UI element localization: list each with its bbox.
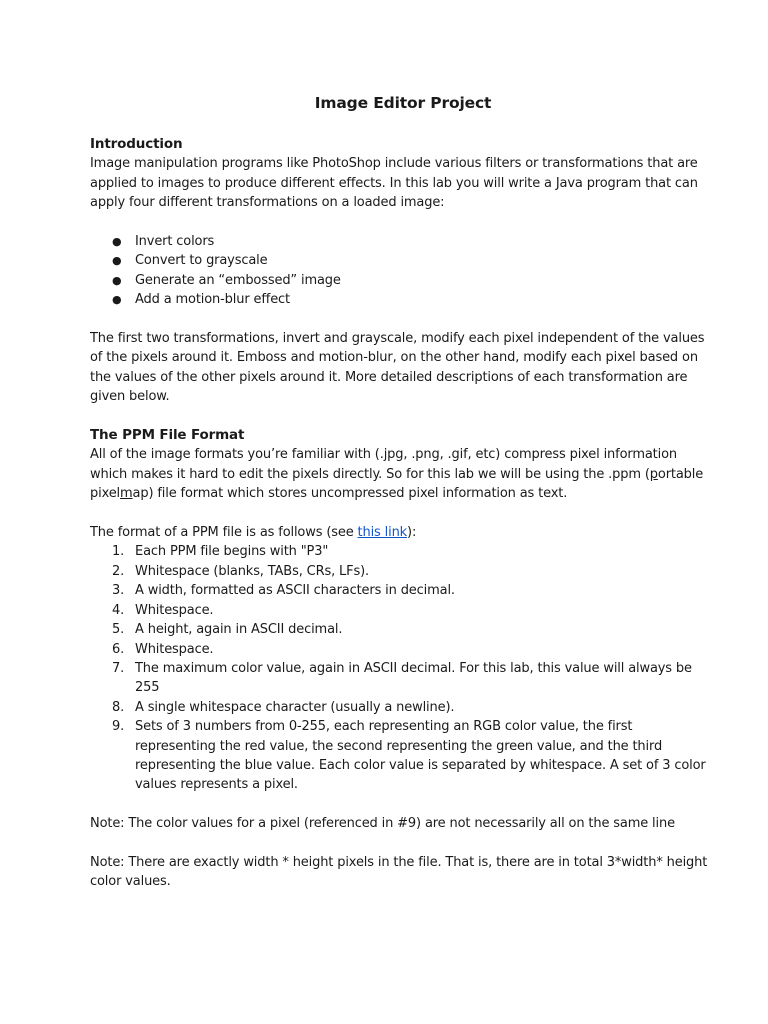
spacer — [90, 834, 710, 853]
format-steps-list — [90, 542, 710, 794]
list-item: 3. A width, formatted as ASCII characters in decimal. — [112, 583, 455, 599]
bullet-icon: ● — [112, 235, 122, 249]
ppm-paragraph: All of the image formats you’re familiar with (.jpg, .png, .gif, etc) compress pixel information which makes it hard to edit the pixels directly. So for this lab we will be using the .ppm (portable pixelmap) file format which stores uncompressed pixel information as text. — [90, 447, 704, 502]
format-intro: The format of a PPM file is as follows (see this link): — [90, 525, 417, 541]
list-item: 9. Sets of 3 numbers from 0-255, each representing an RGB color value, the first representing the red value, the second representing the green value, and the third representing the blue value. Each color value is separated by whitespace. A set of 3 color values represents a pixel. — [112, 719, 706, 793]
list-item: ● Generate an “embossed” image — [90, 271, 710, 290]
list-item: 8. A single whitespace character (usually a newline). — [112, 699, 455, 715]
document-page — [90, 92, 710, 892]
spacer — [90, 504, 710, 523]
introduction-paragraph: Image manipulation programs like PhotoShop include various filters or transformations that are applied to images to produce different effects. In this lab you will write a Java program that can apply four different transformations on a loaded image: — [90, 156, 698, 211]
list-item: 7. The maximum color value, again in ASCII decimal. For this lab, this value will always be 255 — [112, 660, 692, 696]
list-item: 6. Whitespace. — [112, 641, 214, 657]
transformations-paragraph: The first two transformations, invert and grayscale, modify each pixel independent of the values of the pixels around it. Emboss and motion-blur, on the other hand, modify each pixel based on the values of the other pixels around it. More detailed descriptions of each transformation are given below. — [90, 331, 705, 405]
list-item: ● Invert colors — [90, 232, 710, 251]
introduction-heading: Introduction — [90, 136, 183, 152]
spacer — [90, 407, 710, 426]
spacer — [90, 213, 710, 232]
bullet-icon: ● — [112, 254, 122, 268]
page-title: Image Editor Project — [314, 94, 492, 112]
bullet-icon: ● — [112, 293, 122, 307]
list-item: 4. Whitespace. — [112, 602, 214, 618]
list-item: ● Convert to grayscale — [90, 251, 710, 270]
spacer — [90, 310, 710, 329]
this-link[interactable]: this link — [357, 525, 408, 541]
transformations-list — [90, 232, 710, 310]
note-pixel-count: Note: There are exactly width * height pixels in the file. That is, there are in total 3*width* height color values. — [90, 854, 708, 890]
list-item: ● Add a motion-blur effect — [90, 290, 710, 309]
list-item: 1. Each PPM file begins with "P3" — [112, 544, 329, 560]
note-color-values: Note: The color values for a pixel (referenced in #9) are not necessarily all on the same line — [90, 816, 675, 832]
bullet-icon: ● — [112, 273, 122, 287]
ppm-heading: The PPM File Format — [90, 427, 245, 444]
list-item: 2. Whitespace (blanks, TABs, CRs, LFs). — [112, 563, 370, 579]
spacer — [90, 795, 710, 814]
list-item: 5. A height, again in ASCII decimal. — [112, 622, 343, 638]
